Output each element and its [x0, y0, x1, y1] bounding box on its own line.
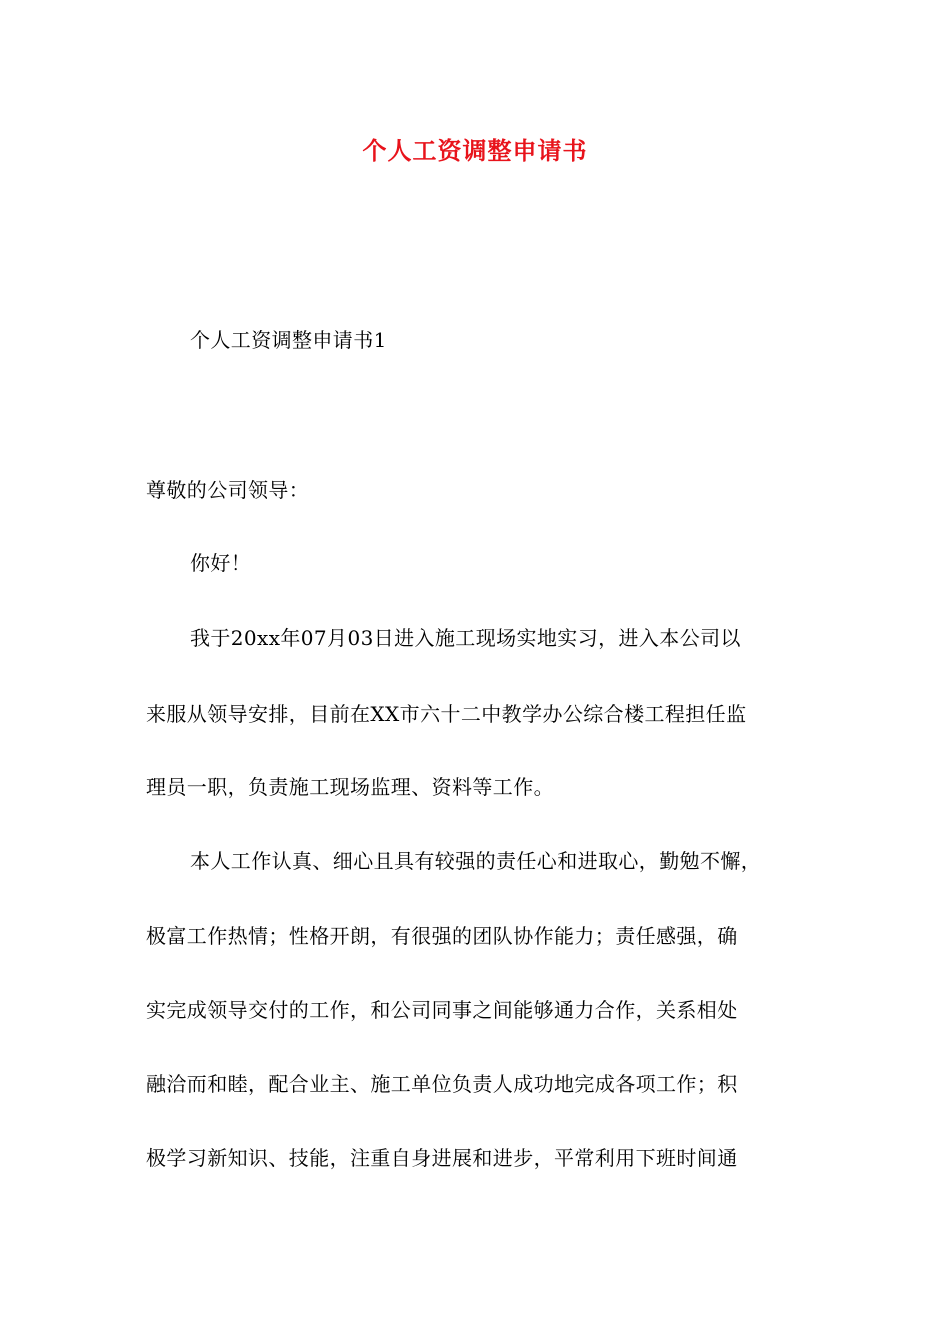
body-line-7: 融洽而和睦，配合业主、施工单位负责人成功地完成各项工作；积 — [146, 1072, 738, 1096]
body-line-6: 实完成领导交付的工作，和公司同事之间能够通力合作，关系相处 — [146, 998, 738, 1022]
salutation: 尊敬的公司领导： — [146, 478, 310, 502]
section-heading: 个人工资调整申请书1 — [190, 328, 387, 352]
body-line-8: 极学习新知识、技能，注重自身进展和进步，平常利用下班时间通 — [146, 1146, 738, 1170]
body-line-5: 极富工作热情；性格开朗，有很强的团队协作能力；责任感强，确 — [146, 924, 738, 948]
greeting: 你好！ — [190, 551, 252, 575]
document-title: 个人工资调整申请书 — [362, 136, 588, 165]
body-line-1: 我于20xx年07月03日进入施工现场实地实习，进入本公司以 — [190, 626, 741, 650]
body-line-3: 理员一职，负责施工现场监理、资料等工作。 — [146, 775, 554, 799]
body-line-4: 本人工作认真、细心且具有较强的责任心和进取心，勤勉不懈， — [190, 849, 762, 873]
body-line-2: 来服从领导安排，目前在XX市六十二中教学办公综合楼工程担任监 — [146, 702, 747, 726]
